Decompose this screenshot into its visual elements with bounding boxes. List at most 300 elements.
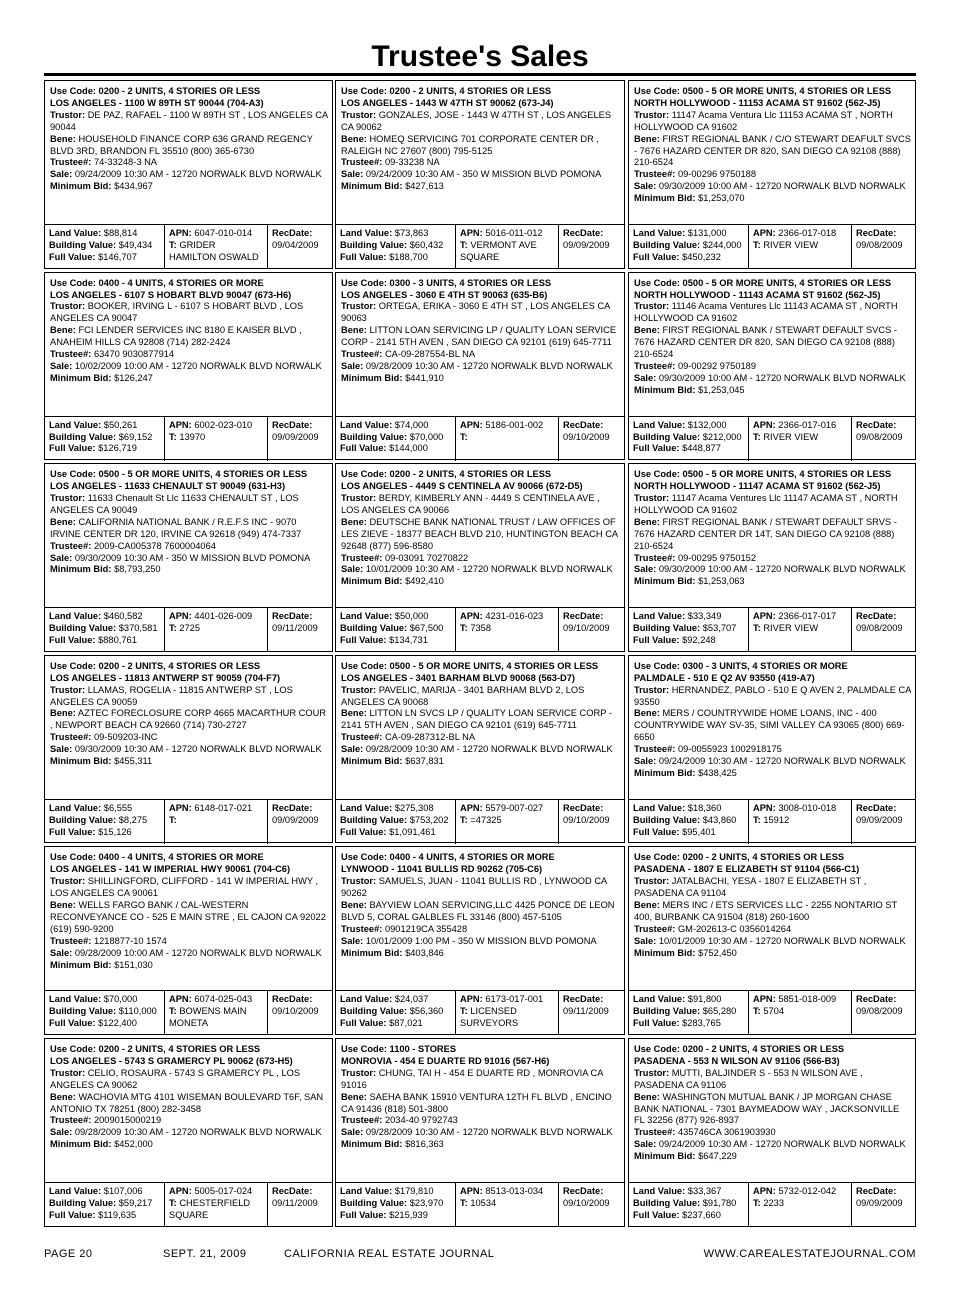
bene-label: Bene: <box>341 708 367 719</box>
sale-label: Sale: <box>50 1127 73 1138</box>
building-value-label: Building Value: <box>49 623 117 634</box>
land-value: $88,814 <box>103 228 138 238</box>
trustee-label: Trustee#: <box>634 1127 676 1138</box>
bene-value: AZTEC FORECLOSURE CORP 4665 MACARTHUR COUR , NEWPORT BEACH CA 92660 (714) 730-2727 <box>50 708 327 731</box>
land-value-label: Land Value: <box>340 994 393 1005</box>
trustee-line <box>341 349 620 361</box>
bene-label: Bene: <box>634 708 660 719</box>
trustee-value: 09-0055923 1002918175 <box>677 744 782 755</box>
apn-column <box>164 800 267 844</box>
full-value-label: Full Value: <box>340 251 387 262</box>
property-address: LOS ANGELES - 1443 W 47TH ST 90062 (673-J4) <box>341 97 554 108</box>
listing-body <box>634 661 911 795</box>
trustee-value: 435746CA 3061903930 <box>677 1127 776 1138</box>
trustor-value: 11147 Acama Ventura Llc 11153 ACAMA ST , NORTH HOLLYWOOD CA 91602 <box>634 109 893 132</box>
trustee-label: Trustee#: <box>341 349 383 360</box>
trustor-line <box>50 1068 328 1092</box>
sale-line <box>341 564 620 576</box>
listing-body <box>50 278 328 412</box>
use-code: Use Code: 0500 - 5 OR MORE UNITS, 4 STORIES OR LESS <box>634 469 892 480</box>
min-bid-line <box>50 1139 328 1151</box>
sale-value: 09/28/2009 10:30 AM - 12720 NORWALK BLVD NORWALK <box>74 1127 322 1138</box>
bene-label: Bene: <box>341 900 367 911</box>
apn-label: APN: <box>169 419 192 430</box>
trustor-line <box>634 876 911 900</box>
bene-label: Bene: <box>341 325 367 336</box>
min-bid-label: Minimum Bid: <box>50 1139 112 1150</box>
apn-label: APN: <box>460 1186 483 1196</box>
min-bid-value: $647,229 <box>698 1151 737 1162</box>
land-value-label: Land Value: <box>633 228 686 238</box>
tract-label: T: <box>460 1006 468 1017</box>
trustor-label: Trustor: <box>341 109 377 120</box>
tract-value: =47325 <box>470 814 502 825</box>
trustor-label: Trustor: <box>634 109 670 120</box>
land-value-label: Land Value: <box>340 1186 393 1196</box>
full-value-label: Full Value: <box>633 251 680 262</box>
trustor-value: SHILLINGFORD, CLIFFORD - 141 W IMPERIAL HWY , LOS ANGELES CA 90061 <box>50 876 319 899</box>
trustee-line <box>50 1115 328 1127</box>
listing-body <box>50 469 328 603</box>
use-code: Use Code: 0300 - 3 UNITS, 4 STORIES OR MORE <box>634 660 848 671</box>
tract-label: T: <box>169 431 177 442</box>
land-value: $18,360 <box>687 802 722 813</box>
min-bid-value: $816,363 <box>405 1139 444 1150</box>
value-strip <box>629 1182 915 1227</box>
value-strip <box>336 607 624 652</box>
bene-line <box>50 900 328 936</box>
min-bid-line <box>50 373 328 385</box>
bene-line <box>634 134 911 170</box>
footer-website: WWW.CAREALESTATEJOURNAL.COM <box>703 1248 916 1260</box>
trustor-label: Trustor: <box>341 1067 377 1078</box>
property-address: LYNWOOD - 11041 BULLIS RD 90262 (705-C6) <box>341 864 543 875</box>
land-value: $50,000 <box>394 611 429 622</box>
sale-label: Sale: <box>341 564 364 575</box>
value-strip <box>45 799 332 844</box>
min-bid-line <box>634 385 911 397</box>
min-bid-label: Minimum Bid: <box>634 947 696 958</box>
sale-line <box>50 361 328 373</box>
trustor-label: Trustor: <box>50 876 86 887</box>
min-bid-value: $441,910 <box>405 372 444 383</box>
building-value-label: Building Value: <box>340 1197 408 1208</box>
sale-label: Sale: <box>341 935 364 946</box>
sale-line <box>634 564 911 576</box>
land-value-label: Land Value: <box>49 419 102 430</box>
use-code: Use Code: 0500 - 5 OR MORE UNITS, 4 STORIES OR LESS <box>341 660 599 671</box>
trustor-value: LLAMAS, ROGELIA - 11815 ANTWERP ST , LOS ANGELES CA 90059 <box>50 684 293 707</box>
bene-label: Bene: <box>634 516 660 527</box>
building-value: $56,360 <box>409 1006 444 1017</box>
page-title: Trustee's Sales <box>371 40 589 73</box>
recdate-label: RecDate: <box>272 994 313 1005</box>
building-value: $23,970 <box>409 1197 444 1208</box>
min-bid-line <box>341 181 620 193</box>
recdate-label: RecDate: <box>563 228 604 238</box>
full-value: $92,248 <box>682 635 716 645</box>
recdate-value: 09/09/2009 <box>272 431 319 442</box>
trustor-label: Trustor: <box>50 301 86 312</box>
use-code: Use Code: 1100 - STORES <box>341 1044 457 1054</box>
apn-value: 6047-010-014 <box>194 228 253 238</box>
recdate-value: 09/08/2009 <box>856 431 903 442</box>
min-bid-label: Minimum Bid: <box>50 372 112 383</box>
listing-body <box>50 86 328 220</box>
sale-value: 09/24/2009 10:30 AM - 12720 NORWALK BLVD NORWALK <box>658 756 906 767</box>
bene-label: Bene: <box>341 516 367 527</box>
trustor-line <box>50 110 328 134</box>
full-value: $448,877 <box>682 443 721 454</box>
recdate-column <box>558 991 624 1035</box>
full-value-label: Full Value: <box>633 1018 680 1029</box>
recdate-label: RecDate: <box>272 1186 313 1196</box>
apn-column <box>164 991 267 1035</box>
land-value: $460,582 <box>103 611 143 622</box>
trustee-value: 09-00292 9750189 <box>677 360 757 371</box>
tract-value: RIVER VIEW <box>763 239 819 250</box>
sale-label: Sale: <box>50 360 73 371</box>
sale-label: Sale: <box>50 169 73 180</box>
tract-value: VERMONT AVE SQUARE <box>460 239 537 262</box>
trustee-line <box>341 924 620 936</box>
footer-publication: CALIFORNIA REAL ESTATE JOURNAL <box>284 1248 495 1260</box>
trustee-label: Trustee#: <box>341 732 383 743</box>
value-strip <box>629 799 915 844</box>
apn-column <box>748 991 851 1035</box>
min-bid-line <box>634 948 911 960</box>
listing-card <box>335 846 625 1035</box>
bene-line <box>341 900 620 924</box>
building-value: $370,581 <box>118 623 158 634</box>
min-bid-line <box>634 1151 911 1163</box>
property-address: LOS ANGELES - 11813 ANTWERP ST 90059 (704-F7) <box>50 672 281 683</box>
recdate-label: RecDate: <box>563 611 604 622</box>
trustee-line <box>50 349 328 361</box>
values-column <box>336 417 455 461</box>
sale-value: 09/28/2009 10:30 AM - 12720 NORWALK BLVD NORWALK <box>365 360 613 371</box>
trustor-line <box>50 301 328 325</box>
apn-label: APN: <box>753 611 776 622</box>
sale-line <box>634 1139 911 1151</box>
land-value: $33,349 <box>687 611 722 622</box>
trustor-value: CHUNG, TAI H - 454 E DUARTE RD , MONROVIA CA 91016 <box>341 1067 603 1090</box>
tract-value: RIVER VIEW <box>763 431 819 442</box>
bene-label: Bene: <box>341 1091 367 1102</box>
building-value: $60,432 <box>409 239 444 250</box>
recdate-column <box>267 800 332 844</box>
min-bid-value: $427,613 <box>405 181 444 192</box>
listing-body <box>634 86 911 220</box>
full-value-label: Full Value: <box>49 1209 96 1220</box>
recdate-column <box>851 608 915 652</box>
land-value-label: Land Value: <box>340 611 393 622</box>
land-value: $73,863 <box>394 228 429 238</box>
min-bid-line <box>50 756 328 768</box>
recdate-column <box>558 225 624 269</box>
full-value: $880,761 <box>98 635 137 645</box>
sale-line <box>634 756 911 768</box>
bene-line <box>341 134 620 158</box>
apn-value: 6173-017-001 <box>485 994 544 1005</box>
sale-label: Sale: <box>634 181 657 192</box>
trustor-label: Trustor: <box>341 301 377 312</box>
full-value-label: Full Value: <box>633 826 680 837</box>
bene-value: BAYVIEW LOAN SERVICING,LLC 4425 PONCE DE LEON BLVD 5, CORAL GALBLES FL 33146 (800) 457-5105 <box>341 900 615 922</box>
full-value: $87,021 <box>389 1018 423 1029</box>
trustor-value: SAMUELS, JUAN - 11041 BULLIS RD , LYNWOOD CA 90262 <box>341 876 607 899</box>
bene-label: Bene: <box>634 133 660 144</box>
use-code: Use Code: 0400 - 4 UNITS, 4 STORIES OR MORE <box>50 852 264 863</box>
sale-line <box>341 169 620 181</box>
building-value-label: Building Value: <box>49 1006 117 1017</box>
use-code: Use Code: 0200 - 2 UNITS, 4 STORIES OR LESS <box>634 852 845 863</box>
apn-column <box>455 417 558 461</box>
sale-value: 09/30/2009 10:00 AM - 12720 NORWALK BLVD NORWALK <box>658 372 906 383</box>
building-value-label: Building Value: <box>49 1197 117 1208</box>
tract-value: LICENSED SURVEYORS <box>460 1006 519 1029</box>
bene-label: Bene: <box>634 900 660 911</box>
tract-label: T: <box>169 1006 177 1017</box>
trustor-line <box>634 1068 911 1092</box>
footer-page: PAGE 20 <box>44 1248 93 1260</box>
tract-value: 15912 <box>763 814 790 825</box>
trustee-label: Trustee#: <box>634 552 676 563</box>
min-bid-label: Minimum Bid: <box>634 384 696 395</box>
apn-label: APN: <box>753 228 776 238</box>
full-value: $146,707 <box>98 251 137 262</box>
min-bid-label: Minimum Bid: <box>50 959 112 970</box>
apn-column <box>455 991 558 1035</box>
min-bid-value: $455,311 <box>114 756 153 767</box>
sale-line <box>50 948 328 960</box>
recdate-column <box>558 608 624 652</box>
recdate-value: 09/10/2009 <box>563 623 610 634</box>
land-value: $107,006 <box>103 1186 143 1196</box>
full-value-label: Full Value: <box>340 635 387 645</box>
trustee-value: 09-33238 NA <box>384 157 440 168</box>
listing-body <box>341 469 620 603</box>
value-strip <box>336 799 624 844</box>
value-strip <box>629 416 915 461</box>
property-address: NORTH HOLLYWOOD - 11143 ACAMA ST 91602 (562-J5) <box>634 289 881 300</box>
property-address: NORTH HOLLYWOOD - 11147 ACAMA ST 91602 (562-J5) <box>634 481 881 492</box>
min-bid-value: $452,000 <box>114 1139 153 1150</box>
listing-card <box>628 655 916 844</box>
value-strip <box>336 990 624 1035</box>
trustor-label: Trustor: <box>50 109 86 120</box>
land-value-label: Land Value: <box>49 611 102 622</box>
sale-line <box>50 169 328 181</box>
apn-column <box>748 225 851 269</box>
land-value-label: Land Value: <box>340 802 393 813</box>
property-address: MONROVIA - 454 E DUARTE RD 91016 (567-H6) <box>341 1055 550 1066</box>
use-code: Use Code: 0400 - 4 UNITS, 4 STORIES OR MORE <box>50 277 264 288</box>
bene-line <box>634 1092 911 1128</box>
bene-line <box>341 325 620 349</box>
land-value-label: Land Value: <box>633 419 686 430</box>
building-value: $49,434 <box>118 239 153 250</box>
tract-label: T: <box>460 623 468 634</box>
property-address: LOS ANGELES - 141 W IMPERIAL HWY 90061 (704-C6) <box>50 864 291 875</box>
min-bid-line <box>341 1139 620 1151</box>
bene-value: MERS / COUNTRYWIDE HOME LOANS, INC - 400 COUNTRYWIDE WAY SV-35, SIMI VALLEY CA 93065 (800) 669-6650 <box>634 708 905 743</box>
trustor-label: Trustor: <box>50 1067 86 1078</box>
building-value: $91,780 <box>702 1197 737 1208</box>
trustee-value: 1218877-10 1574 <box>93 935 167 946</box>
tract-label: T: <box>753 623 761 634</box>
trustee-value: 74-33248-3 NA <box>93 157 157 168</box>
trustee-value: 09-00295 9750152 <box>677 552 757 563</box>
trustee-label: Trustee#: <box>341 552 383 563</box>
values-column <box>45 1183 164 1227</box>
recdate-value: 09/11/2009 <box>272 1197 318 1208</box>
full-value-label: Full Value: <box>340 1018 387 1029</box>
min-bid-label: Minimum Bid: <box>341 756 403 767</box>
trustee-value: 0901219CA 355428 <box>384 923 468 934</box>
listing-body <box>341 86 620 220</box>
trustee-label: Trustee#: <box>341 1115 383 1126</box>
trustor-label: Trustor: <box>634 1067 670 1078</box>
land-value: $132,000 <box>687 419 727 430</box>
recdate-value: 09/10/2009 <box>563 1197 610 1208</box>
sale-label: Sale: <box>50 947 73 958</box>
listing-body <box>634 1044 911 1178</box>
bene-label: Bene: <box>50 516 76 527</box>
sale-value: 10/01/2009 1:00 PM - 350 W MISSION BLVD POMONA <box>365 935 597 946</box>
trustor-line <box>50 493 328 517</box>
bene-value: LITTON LN SVCS LP / QUALITY LOAN SERVICE CORP - 2141 5TH AVEN , SAN DIEGO CA 92101 (619) 645-7711 <box>341 708 612 731</box>
sale-value: 09/30/2009 10:30 AM - 350 W MISSION BLVD POMONA <box>74 552 311 563</box>
tract-value: 7358 <box>470 623 492 634</box>
listing-body <box>634 278 911 412</box>
min-bid-label: Minimum Bid: <box>341 947 403 958</box>
trustee-line <box>341 553 620 565</box>
trustor-line <box>634 301 911 325</box>
use-code: Use Code: 0200 - 2 UNITS, 4 STORIES OR LESS <box>50 660 261 671</box>
recdate-column <box>851 800 915 844</box>
apn-label: APN: <box>460 802 483 813</box>
sale-value: 09/28/2009 10:30 AM - 12720 NORWALK BLVD NORWALK <box>365 744 613 755</box>
recdate-label: RecDate: <box>856 611 897 622</box>
trustee-value: CA-09-287554-BL NA <box>384 349 476 360</box>
property-address: LOS ANGELES - 4449 S CENTINELA AV 90066 (672-D5) <box>341 481 583 492</box>
land-value-label: Land Value: <box>49 994 102 1005</box>
sale-label: Sale: <box>634 756 657 767</box>
recdate-column <box>851 991 915 1035</box>
trustor-label: Trustor: <box>634 301 670 312</box>
min-bid-line <box>341 373 620 385</box>
use-code: Use Code: 0500 - 5 OR MORE UNITS, 4 STORIES OR LESS <box>634 277 892 288</box>
recdate-column <box>851 1183 915 1227</box>
full-value-label: Full Value: <box>49 1018 96 1029</box>
recdate-label: RecDate: <box>856 994 897 1005</box>
bene-value: HOUSEHOLD FINANCE CORP 636 GRAND REGENCY BLVD 3RD, BRANDON FL 35510 (800) 365-6730 <box>50 133 313 156</box>
trustee-line <box>341 157 620 169</box>
trustee-line <box>50 541 328 553</box>
building-value-label: Building Value: <box>340 431 408 442</box>
trustor-value: BOOKER, IRVING L - 6107 S HOBART BLVD , LOS ANGELES CA 90047 <box>50 301 304 324</box>
building-value: $8,275 <box>118 814 148 825</box>
sale-value: 09/28/2009 10:00 AM - 12720 NORWALK BLVD NORWALK <box>74 947 322 958</box>
min-bid-value: $151,030 <box>114 959 153 970</box>
trustee-line <box>634 169 911 181</box>
values-column <box>336 991 455 1035</box>
recdate-value: 09/09/2009 <box>856 1197 903 1208</box>
recdate-column <box>267 1183 332 1227</box>
trustee-value: 09-00296 9750188 <box>677 169 757 180</box>
building-value: $53,707 <box>702 623 737 634</box>
tract-value: 2725 <box>179 623 201 634</box>
min-bid-line <box>634 768 911 780</box>
full-value: $188,700 <box>389 251 428 262</box>
values-column <box>629 991 748 1035</box>
values-column <box>45 608 164 652</box>
property-address: LOS ANGELES - 3060 E 4TH ST 90063 (635-B6) <box>341 289 548 300</box>
tract-label: T: <box>753 1197 761 1208</box>
bene-line <box>50 1092 328 1116</box>
full-value: $1,091,461 <box>389 826 436 837</box>
values-column <box>629 1183 748 1227</box>
bene-value: WELLS FARGO BANK / CAL-WESTERN RECONVEYANCE CO - 525 E MAIN STRE , EL CAJON CA 92022 (619) 590-9200 <box>50 900 326 934</box>
bene-value: WASHINGTON MUTUAL BANK / JP MORGAN CHASE BANK NATIONAL - 7301 BAYMEADOW WAY , JACKSONVILLE FL 32256 (877) 926-8937 <box>634 1091 900 1126</box>
apn-label: APN: <box>169 994 192 1005</box>
full-value-label: Full Value: <box>633 635 680 645</box>
min-bid-line <box>341 948 620 960</box>
listing-card <box>44 463 333 652</box>
apn-value: 4231-016-023 <box>485 611 544 622</box>
trustee-line <box>50 936 328 948</box>
trustee-value: CA-09-287312-BL NA <box>384 732 476 743</box>
trustor-line <box>50 876 328 900</box>
tract-value: GRIDER HAMILTON OSWALD <box>169 239 259 262</box>
building-value: $212,000 <box>702 431 742 442</box>
recdate-value: 09/08/2009 <box>856 239 903 250</box>
land-value-label: Land Value: <box>49 228 102 238</box>
full-value-label: Full Value: <box>49 443 96 454</box>
full-value-label: Full Value: <box>49 635 96 645</box>
values-column <box>629 608 748 652</box>
apn-label: APN: <box>753 802 776 813</box>
listing-body <box>634 852 911 986</box>
trustor-value: CELIO, ROSAURA - 5743 S GRAMERCY PL , LOS ANGELES CA 90062 <box>50 1067 301 1090</box>
listing-body <box>634 469 911 603</box>
apn-column <box>164 1183 267 1227</box>
building-value: $110,000 <box>118 1006 157 1017</box>
bene-line <box>341 708 620 732</box>
min-bid-value: $492,410 <box>405 576 444 587</box>
recdate-column <box>267 417 332 461</box>
trustee-value: 2034-40 9792743 <box>384 1115 458 1126</box>
bene-line <box>634 708 911 744</box>
building-value: $67,500 <box>409 623 444 634</box>
sale-label: Sale: <box>341 360 364 371</box>
listing-body <box>341 852 620 986</box>
full-value: $283,765 <box>682 1018 721 1029</box>
min-bid-line <box>341 756 620 768</box>
bene-value: FIRST REGIONAL BANK / STEWART DEFAULT SVCS - 7676 HAZARD CENTER DR 820, SAN DIEGO CA 92108 (888) 210-6524 <box>634 325 897 360</box>
sale-value: 10/01/2009 10:30 AM - 12720 NORWALK BLVD NORWALK <box>658 935 906 946</box>
recdate-column <box>558 417 624 461</box>
recdate-label: RecDate: <box>856 802 897 813</box>
full-value: $119,635 <box>98 1209 137 1220</box>
tract-label: T: <box>753 814 761 825</box>
value-strip <box>629 990 915 1035</box>
land-value-label: Land Value: <box>340 228 393 238</box>
min-bid-label: Minimum Bid: <box>634 767 696 778</box>
property-address: LOS ANGELES - 5743 S GRAMERCY PL 90062 (673-H5) <box>50 1055 293 1066</box>
land-value: $70,000 <box>103 994 138 1005</box>
